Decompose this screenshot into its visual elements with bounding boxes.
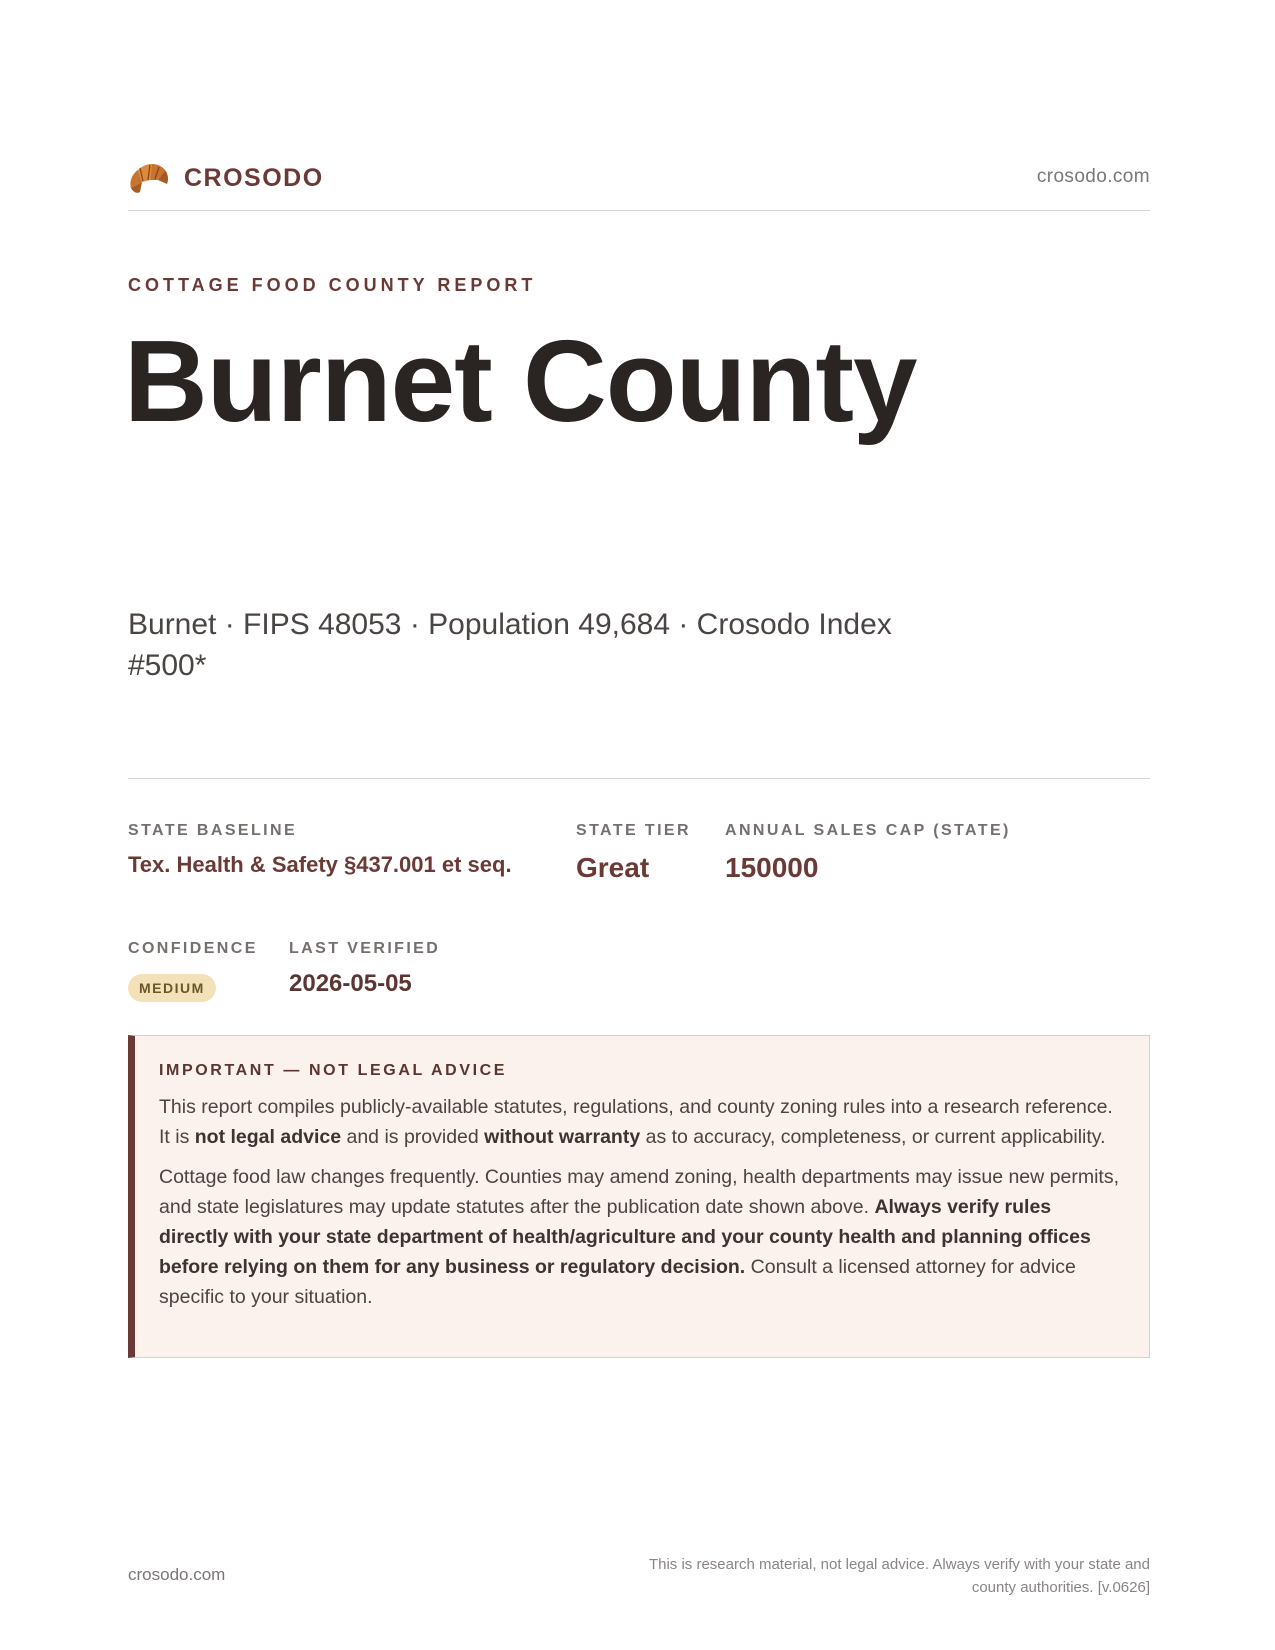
notice-paragraph-1	[159, 1092, 1123, 1152]
notice-text: Cottage food law changes frequently. Counties may amend zoning, health departments may issue new permits, and state legislatures may update statutes after the publication date shown above.	[159, 1166, 1119, 1218]
state-baseline-label: STATE BASELINE	[128, 822, 298, 839]
last-verified-label: LAST VERIFIED	[289, 940, 441, 957]
sales-cap-label: ANNUAL SALES CAP (STATE)	[725, 822, 1011, 839]
sales-cap	[725, 822, 1011, 884]
page-header	[128, 158, 1150, 211]
site-link[interactable]: crosodo.com	[1036, 166, 1150, 187]
croissant-icon	[128, 158, 170, 198]
page-title: Burnet County	[124, 316, 917, 446]
state-tier-value: Great	[576, 852, 650, 883]
brand-name: CROSODO	[184, 163, 324, 192]
notice-text: as to accuracy, completeness, or current applicability.	[640, 1126, 1106, 1148]
report-kicker: COTTAGE FOOD COUNTY REPORT	[128, 275, 537, 295]
sales-cap-value: 150000	[725, 852, 819, 883]
notice-emphasis: without warranty	[484, 1126, 641, 1148]
notice-text: and is provided	[341, 1126, 485, 1148]
notice-text: This report compiles publicly-available statutes, regulations, and county zoning rules into a research reference. It is	[159, 1096, 1113, 1148]
last-verified	[289, 940, 440, 998]
notice-title: IMPORTANT — NOT LEGAL ADVICE	[159, 1062, 508, 1079]
confidence-badge: MEDIUM	[128, 974, 216, 1002]
state-tier-label: STATE TIER	[576, 822, 691, 839]
state-baseline	[128, 822, 512, 878]
confidence	[128, 940, 258, 1002]
county-subtitle: Burnet · FIPS 48053 · Population 49,684 · Crosodo Index #500*	[128, 608, 892, 682]
state-tier	[576, 822, 691, 884]
notice-text: Consult a licensed attorney for advice specific to your situation.	[159, 1256, 1076, 1308]
notice-paragraph-2	[159, 1162, 1123, 1312]
notice-emphasis: Always verify rules directly with your state department of health/agriculture and your county health and planning offices before relying on them for any business or regulatory decision.	[159, 1196, 1091, 1278]
last-verified-value: 2026-05-05	[289, 970, 412, 997]
footer-site-link[interactable]: crosodo.com	[128, 1565, 226, 1584]
brand[interactable]	[128, 158, 324, 198]
notice-emphasis: not legal advice	[194, 1126, 342, 1148]
footer-disclaimer: This is research material, not legal advice. Always verify with your state and county authorities. [v.0626]	[648, 1556, 1150, 1596]
state-baseline-value: Tex. Health & Safety §437.001 et seq.	[128, 852, 512, 877]
section-divider	[128, 778, 1150, 779]
confidence-label: CONFIDENCE	[128, 940, 258, 957]
report-page	[124, 0, 1150, 1650]
legal-notice	[128, 1035, 1150, 1358]
